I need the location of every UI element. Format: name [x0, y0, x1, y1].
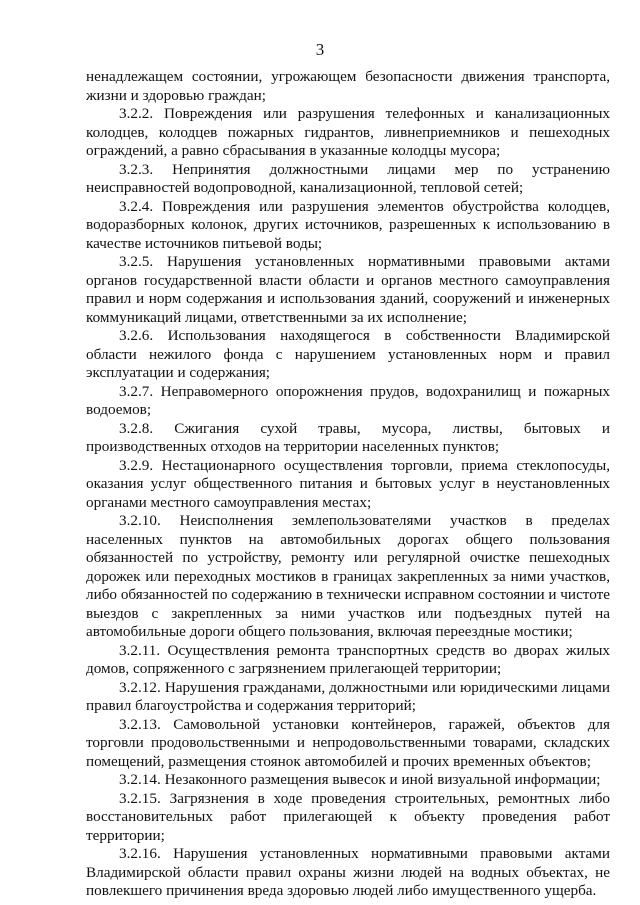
paragraph-3-2-16: 3.2.16. Нарушения установленных нормативными правовыми актами Владимирской области правил охраны жизни людей на водных объектах, не повлекшего причинения вреда здоровью людей либо имущественного ущерба.	[86, 845, 610, 899]
document-body	[86, 68, 610, 901]
paragraph-3-2-3: 3.2.3. Непринятия должностными лицами мер по устранению неисправностей водопроводной, канализационной, тепловой сетей;	[86, 160, 610, 196]
paragraph-3-2-4: 3.2.4. Повреждения или разрушения элементов обустройства колодцев, водоразборных колонок, других источников, разрешенных к использованию в качестве источников питьевой воды;	[86, 197, 610, 252]
paragraph-3-2-15: 3.2.15. Загрязнения в ходе проведения строительных, ремонтных либо восстановительных работ прилегающей к объекту проведения работ территории;	[86, 789, 610, 844]
paragraph-3-2-9: 3.2.9. Нестационарного осуществления торговли, приема стеклопосуды, оказания услуг общественного питания и бытовых услуг в неустановленных органами местного самоуправления местах;	[86, 456, 610, 511]
paragraph-3-2-14: 3.2.14. Незаконного размещения вывесок и иной визуальной информации;	[119, 771, 601, 788]
paragraph-3-2-6: 3.2.6. Использования находящегося в собственности Владимирской области нежилого фонда с нарушением установленных норм и правил эксплуатации и содержания;	[86, 327, 610, 381]
paragraph-3-2-12: 3.2.12. Нарушения гражданами, должностными или юридическими лицами правил благоустройства и содержания территорий;	[86, 678, 610, 714]
paragraph-3-2-13: 3.2.13. Самовольной установки контейнеров, гаражей, объектов для торговли продовольственными и непродовольственными товарами, складских помещений, размещения стоянок автомобилей и прочих временных объектов;	[86, 715, 610, 770]
paragraph-continuation: ненадлежащем состоянии, угрожающем безопасности движения транспорта, жизни и здоровью граждан;	[86, 68, 610, 104]
paragraph-3-2-7: 3.2.7. Неправомерного опорожнения прудов, водохранилищ и пожарных водоемов;	[86, 382, 610, 418]
paragraph-3-2-10: 3.2.10. Неисполнения землепользователями участков в пределах населенных пунктов на автомобильных дорогах общего пользования обязанностей по устройству, ремонту или регулярной очистке пешеходных дорожек или переходных мостиков в границах закрепленных за ними участков, либо обязанностей по содержанию в технически исправном состоянии и чистоте выездов с закрепленных за ними участков или подъездных путей на автомобильные дороги общего пользования, включая переездные мостики;	[86, 512, 611, 640]
paragraph-3-2-11: 3.2.11. Осуществления ремонта транспортных средств во дворах жилых домов, сопряженного с загрязнением прилегающей территории;	[86, 641, 610, 677]
page-number: 3	[315, 40, 325, 59]
paragraph-3-2-2: 3.2.2. Повреждения или разрушения телефонных и канализационных колодцев, колодцев пожарных гидрантов, ливнеприемников и пешеходных ограждений, а равно сбрасывания в указанные колодцы мусора;	[86, 105, 610, 159]
paragraph-3-2-8: 3.2.8. Сжигания сухой травы, мусора, листвы, бытовых и производственных отходов на территории населенных пунктов;	[86, 419, 610, 455]
paragraph-3-2-5: 3.2.5. Нарушения установленных нормативными правовыми актами органов государственной власти области и органов местного самоуправления правил и норм содержания и использования зданий, сооружений и инженерных коммуникаций лицами, ответственными за их исполнение;	[86, 253, 610, 326]
